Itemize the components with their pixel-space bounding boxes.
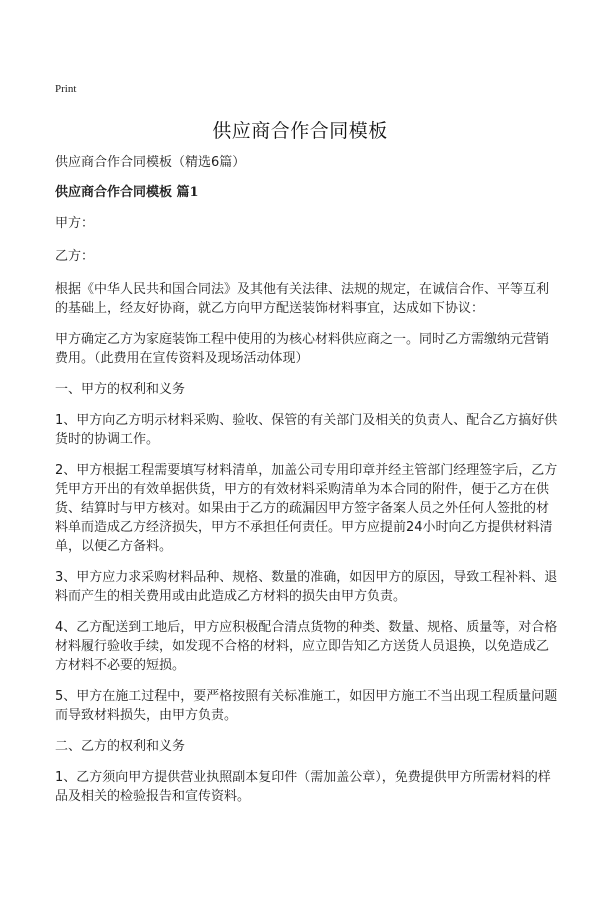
heading-party-b-rights: 二、乙方的权利和义务 [55,739,186,754]
heading-party-a-rights: 一、甲方的权利和义务 [55,382,186,397]
party-a-line: 甲方： [55,216,95,231]
clause-a-2: 2、甲方根据工程需要填写材料清单，加盖公司专用印章并经主管部门经理签字后，乙方凭甲方开出的有效单据供货，甲方的有效材料采购清单为本合同的附件，便于乙方在供货、结算时与甲方核对。如果由于乙方的疏漏因甲方签字备案人员之外任何人签批的材料单而造成乙方经济损失，甲方不承担任何责任。甲方应提前24小时向乙方提供材料清单，以便乙方备料。 [55,463,558,554]
paragraph-supplier-designation: 甲方确定乙方为家庭装饰工程中使用的为核心材料供应商之一。同时乙方需缴纳元营销费用。（此费用在宣传资料及现场活动体现） [55,332,550,366]
document-subtitle: 供应商合作合同模板（精选6篇） [55,155,246,170]
paragraph-preamble: 根据《中华人民共和国合同法》及其他有关法律、法规的规定，在诚信合作、平等互利的基础上，经友好协商，就乙方向甲方配送装饰材料事宜，达成如下协议： [55,282,550,316]
clause-a-1: 1、甲方向乙方明示材料采购、验收、保管的有关部门及相关的负责人、配合乙方搞好供货时的协调工作。 [55,413,558,447]
clause-b-1: 1、乙方须向甲方提供营业执照副本复印件（需加盖公章），免费提供甲方所需材料的样品及相关的检验报告和宣传资料。 [55,770,551,804]
section-heading: 供应商合作合同模板 篇1 [55,185,199,200]
document-body [55,153,560,818]
clause-a-5: 5、甲方在施工过程中，要严格按照有关标准施工，如因甲方施工不当出现工程质量问题而导致材料损失，由甲方负责。 [55,689,558,723]
clause-a-4: 4、乙方配送到工地后，甲方应积极配合清点货物的种类、数量、规格、质量等，对合格材料履行验收手续，如发现不合格的材料，应立即告知乙方送货人员退换，以免造成乙方材料不必要的短损。 [55,620,558,673]
party-b-line: 乙方： [55,249,95,264]
print-label: Print [55,83,77,95]
clause-a-3: 3、甲方应力求采购材料品种、规格、数量的准确，如因甲方的原因，导致工程补料、退料而产生的相关费用或由此造成乙方材料的损失由甲方负责。 [55,570,558,604]
document-title: 供应商合作合同模板 [212,120,388,142]
